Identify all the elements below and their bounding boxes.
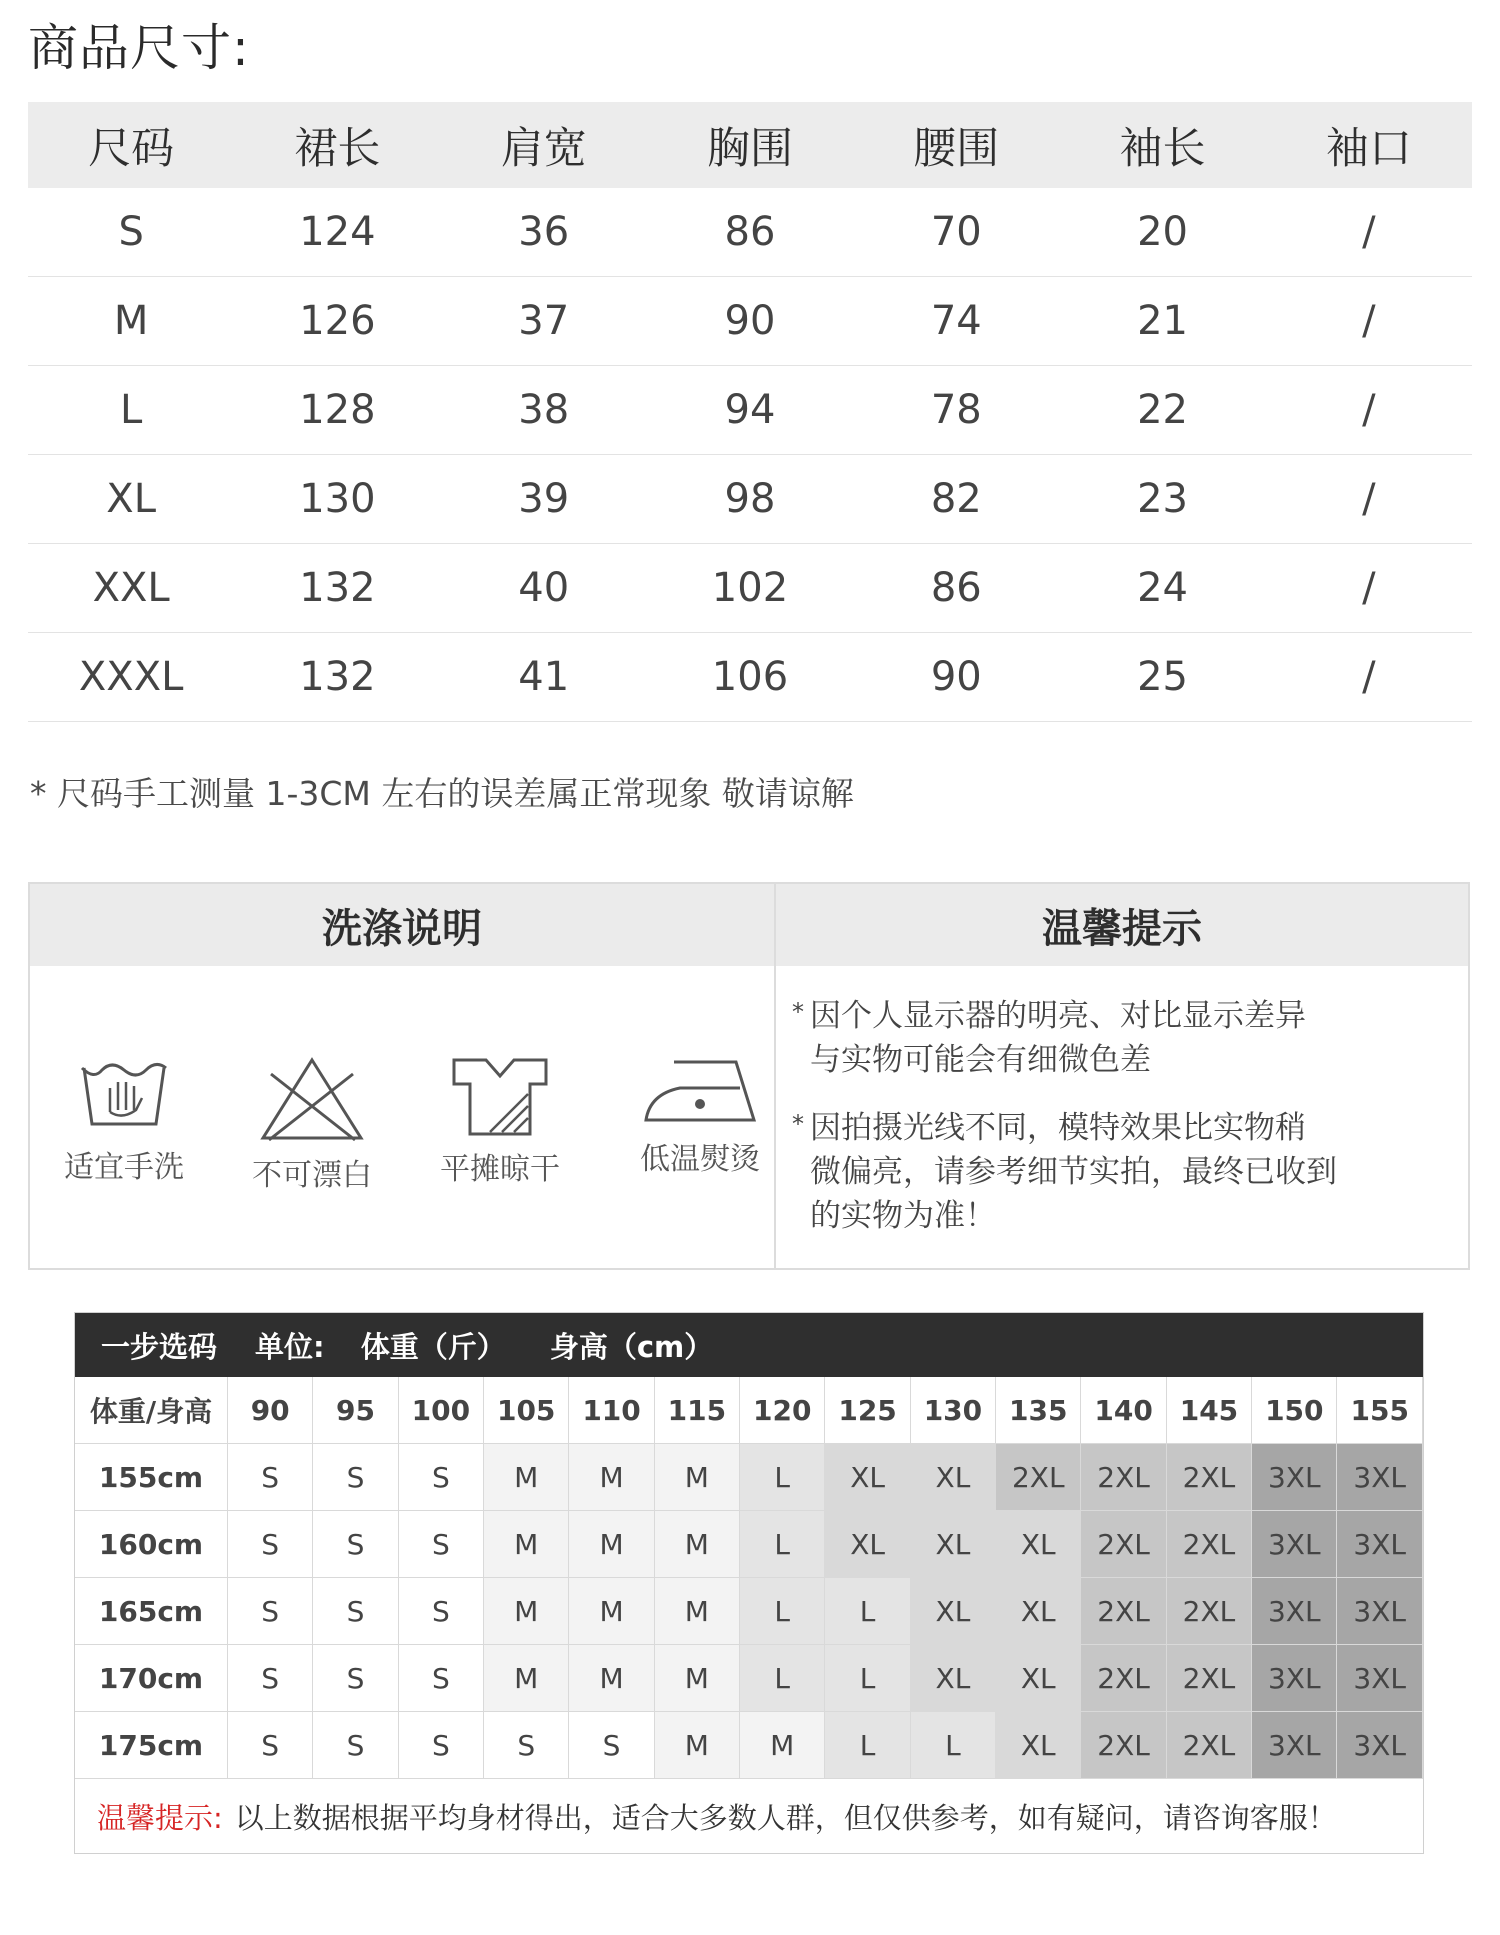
care-item-low-iron xyxy=(620,1054,780,1178)
size-recommendation-cell: XL xyxy=(996,1712,1081,1779)
size-table-header-row xyxy=(28,102,1472,188)
size-recommendation-cell: 3XL xyxy=(1337,1444,1423,1511)
size-value-cell: 37 xyxy=(441,277,647,366)
size-recommendation-cell: XL xyxy=(996,1578,1081,1645)
size-label-cell: M xyxy=(28,277,234,366)
size-value-cell: 130 xyxy=(234,455,440,544)
size-recommendation-cell: M xyxy=(569,1444,654,1511)
tip-line: 因个人显示器的明亮、对比显示差异 xyxy=(810,998,1306,1034)
size-recommendation-cell: 2XL xyxy=(1166,1645,1251,1712)
size-recommendation-cell: L xyxy=(740,1511,825,1578)
weight-header-cell: 135 xyxy=(996,1377,1081,1444)
size-value-cell: 39 xyxy=(441,455,647,544)
page-title: 商品尺寸: xyxy=(28,19,250,77)
care-label: 不可漂白 xyxy=(252,1158,372,1193)
weight-header-cell: 110 xyxy=(569,1377,654,1444)
size-value-cell: 124 xyxy=(234,188,440,277)
size-recommendation-cell: M xyxy=(484,1578,569,1645)
size-recommendation-cell: S xyxy=(398,1712,483,1779)
tip-line: 微偏亮，请参考细节实拍，最终已收到 xyxy=(810,1154,1337,1190)
unit-info xyxy=(255,1325,713,1366)
tip-star: * xyxy=(792,1110,804,1138)
size-header-cell: 腰围 xyxy=(853,102,1059,188)
size-recommendation-cell: 2XL xyxy=(1081,1578,1166,1645)
measurement-note: * 尺码手工测量 1-3CM 左右的误差属正常现象 敬请谅解 xyxy=(30,774,854,813)
size-recommendation-cell: S xyxy=(569,1712,654,1779)
care-label: 低温熨烫 xyxy=(640,1142,760,1177)
size-recommendation-cell: XL xyxy=(910,1645,995,1712)
care-title: 洗涤说明 xyxy=(30,884,774,966)
quick-select-header xyxy=(75,1313,1423,1377)
size-recommendation-cell: M xyxy=(654,1444,739,1511)
size-value-cell: 94 xyxy=(647,366,853,455)
size-value-cell: 102 xyxy=(647,544,853,633)
size-recommendation-cell: M xyxy=(484,1444,569,1511)
height-label-cell: 160cm xyxy=(75,1511,228,1578)
care-panel xyxy=(28,882,1470,1270)
size-value-cell: 25 xyxy=(1059,633,1265,722)
size-header-cell: 裙长 xyxy=(234,102,440,188)
size-recommendation-cell: 2XL xyxy=(1081,1511,1166,1578)
height-label-cell: 175cm xyxy=(75,1712,228,1779)
size-value-cell: 24 xyxy=(1059,544,1265,633)
size-header-cell: 胸围 xyxy=(647,102,853,188)
quick-size-selector xyxy=(74,1312,1424,1854)
height-unit-label: 身高（cm） xyxy=(549,1329,714,1364)
tips-title: 温馨提示 xyxy=(776,884,1468,966)
quick-select-footer xyxy=(75,1779,1423,1853)
size-recommendation-cell: S xyxy=(398,1645,483,1712)
no-bleach-icon xyxy=(257,1054,367,1144)
size-header-cell: 袖口 xyxy=(1266,102,1472,188)
size-recommendation-cell: 3XL xyxy=(1337,1712,1423,1779)
weight-header-cell: 145 xyxy=(1166,1377,1251,1444)
size-recommendation-cell: S xyxy=(313,1444,398,1511)
size-value-cell: / xyxy=(1266,455,1472,544)
weight-header-cell: 150 xyxy=(1252,1377,1337,1444)
size-header-cell: 肩宽 xyxy=(441,102,647,188)
size-recommendation-cell: 2XL xyxy=(1081,1444,1166,1511)
size-recommendation-cell: M xyxy=(654,1645,739,1712)
size-recommendation-cell: 2XL xyxy=(1166,1444,1251,1511)
size-value-cell: 40 xyxy=(441,544,647,633)
size-value-cell: 22 xyxy=(1059,366,1265,455)
care-label: 适宜手洗 xyxy=(64,1150,184,1185)
weight-header-cell: 90 xyxy=(228,1377,313,1444)
size-label-cell: S xyxy=(28,188,234,277)
size-value-cell: / xyxy=(1266,277,1472,366)
weight-header-cell: 105 xyxy=(484,1377,569,1444)
weight-header-cell: 140 xyxy=(1081,1377,1166,1444)
size-value-cell: 78 xyxy=(853,366,1059,455)
footer-tip-label: 温馨提示: xyxy=(97,1800,223,1835)
size-recommendation-cell: L xyxy=(825,1645,910,1712)
size-recommendation-cell: S xyxy=(228,1712,313,1779)
size-value-cell: 90 xyxy=(647,277,853,366)
size-value-cell: 70 xyxy=(853,188,1059,277)
size-recommendation-cell: L xyxy=(740,1578,825,1645)
size-recommendation-cell: 2XL xyxy=(1166,1712,1251,1779)
size-recommendation-cell: XL xyxy=(996,1511,1081,1578)
size-value-cell: 21 xyxy=(1059,277,1265,366)
care-label: 平摊晾干 xyxy=(440,1152,560,1187)
height-label-cell: 165cm xyxy=(75,1578,228,1645)
size-recommendation-cell: S xyxy=(398,1578,483,1645)
size-label-cell: L xyxy=(28,366,234,455)
size-recommendation-cell: 3XL xyxy=(1252,1578,1337,1645)
corner-label: 体重/身高 xyxy=(75,1377,228,1444)
size-table-row xyxy=(28,455,1472,544)
care-item-dry-flat xyxy=(420,1054,580,1188)
size-table-row xyxy=(28,277,1472,366)
size-value-cell: 90 xyxy=(853,633,1059,722)
weight-header-cell: 155 xyxy=(1337,1377,1423,1444)
size-value-cell: 86 xyxy=(647,188,853,277)
size-recommendation-cell: 2XL xyxy=(1081,1712,1166,1779)
size-recommendation-cell: S xyxy=(313,1511,398,1578)
size-recommendation-cell: XL xyxy=(825,1511,910,1578)
size-value-cell: 82 xyxy=(853,455,1059,544)
size-recommendation-cell: M xyxy=(654,1511,739,1578)
tip-line: 与实物可能会有细微色差 xyxy=(810,1042,1151,1078)
weight-header-cell: 115 xyxy=(654,1377,739,1444)
size-value-cell: 98 xyxy=(647,455,853,544)
size-label-cell: XXL xyxy=(28,544,234,633)
quick-size-grid xyxy=(75,1377,1423,1779)
size-recommendation-cell: S xyxy=(228,1645,313,1712)
size-recommendation-cell: XL xyxy=(910,1444,995,1511)
height-row xyxy=(75,1578,1423,1645)
weight-header-cell: 125 xyxy=(825,1377,910,1444)
size-header-cell: 尺码 xyxy=(28,102,234,188)
size-value-cell: 36 xyxy=(441,188,647,277)
size-value-cell: / xyxy=(1266,544,1472,633)
size-recommendation-cell: S xyxy=(228,1511,313,1578)
care-item-hand-wash xyxy=(44,1054,204,1186)
size-recommendation-cell: 3XL xyxy=(1252,1645,1337,1712)
size-recommendation-cell: XL xyxy=(825,1444,910,1511)
size-recommendation-cell: M xyxy=(569,1511,654,1578)
size-value-cell: / xyxy=(1266,366,1472,455)
size-recommendation-cell: L xyxy=(910,1712,995,1779)
size-table-row xyxy=(28,366,1472,455)
footer-tip-text: 以上数据根据平均身材得出，适合大多数人群，但仅供参考，如有疑问，请咨询客服！ xyxy=(234,1800,1337,1835)
size-label-cell: XXXL xyxy=(28,633,234,722)
size-value-cell: / xyxy=(1266,633,1472,722)
size-recommendation-cell: S xyxy=(398,1511,483,1578)
height-row xyxy=(75,1511,1423,1578)
size-recommendation-cell: 3XL xyxy=(1252,1444,1337,1511)
size-table-row xyxy=(28,544,1472,633)
size-header-cell: 袖长 xyxy=(1059,102,1265,188)
unit-label: 单位: xyxy=(255,1329,325,1364)
size-value-cell: 20 xyxy=(1059,188,1265,277)
weight-header-cell: 100 xyxy=(398,1377,483,1444)
size-value-cell: 128 xyxy=(234,366,440,455)
size-recommendation-cell: M xyxy=(569,1578,654,1645)
size-recommendation-cell: 3XL xyxy=(1337,1645,1423,1712)
size-recommendation-cell: M xyxy=(654,1712,739,1779)
size-recommendation-cell: M xyxy=(484,1511,569,1578)
weight-unit-label: 体重（斤） xyxy=(360,1329,506,1364)
size-recommendation-cell: M xyxy=(484,1645,569,1712)
size-value-cell: 132 xyxy=(234,544,440,633)
size-value-cell: / xyxy=(1266,188,1472,277)
size-label-cell: XL xyxy=(28,455,234,544)
quick-select-title: 一步选码 xyxy=(101,1329,218,1364)
size-recommendation-cell: S xyxy=(313,1712,398,1779)
size-recommendation-cell: M xyxy=(569,1645,654,1712)
size-value-cell: 23 xyxy=(1059,455,1265,544)
size-recommendation-cell: XL xyxy=(910,1578,995,1645)
tip-item-1 xyxy=(792,994,1430,1082)
size-recommendation-cell: 3XL xyxy=(1252,1712,1337,1779)
size-value-cell: 41 xyxy=(441,633,647,722)
size-recommendation-cell: S xyxy=(484,1712,569,1779)
size-recommendation-cell: S xyxy=(313,1578,398,1645)
tip-line: 因拍摄光线不同，模特效果比实物稍 xyxy=(810,1110,1306,1146)
size-value-cell: 86 xyxy=(853,544,1059,633)
size-recommendation-cell: 3XL xyxy=(1252,1511,1337,1578)
size-table-row xyxy=(28,633,1472,722)
size-table-row xyxy=(28,188,1472,277)
size-value-cell: 132 xyxy=(234,633,440,722)
size-recommendation-cell: 3XL xyxy=(1337,1511,1423,1578)
size-recommendation-cell: L xyxy=(740,1645,825,1712)
weight-header-cell: 130 xyxy=(910,1377,995,1444)
size-recommendation-cell: S xyxy=(313,1645,398,1712)
size-value-cell: 126 xyxy=(234,277,440,366)
weight-header-cell: 120 xyxy=(740,1377,825,1444)
size-recommendation-cell: L xyxy=(825,1712,910,1779)
dry-flat-icon xyxy=(450,1054,550,1138)
size-recommendation-cell: 2XL xyxy=(1166,1578,1251,1645)
size-recommendation-cell: M xyxy=(654,1578,739,1645)
size-recommendation-cell: S xyxy=(228,1578,313,1645)
weight-header-row xyxy=(75,1377,1423,1444)
height-row xyxy=(75,1444,1423,1511)
size-recommendation-cell: L xyxy=(825,1578,910,1645)
size-value-cell: 106 xyxy=(647,633,853,722)
size-table xyxy=(28,102,1472,722)
tip-line: 的实物为准！ xyxy=(810,1198,996,1234)
care-item-no-bleach xyxy=(232,1054,392,1194)
hand-wash-icon xyxy=(76,1054,172,1136)
size-recommendation-cell: 2XL xyxy=(1166,1511,1251,1578)
size-value-cell: 74 xyxy=(853,277,1059,366)
height-label-cell: 170cm xyxy=(75,1645,228,1712)
size-recommendation-cell: M xyxy=(740,1712,825,1779)
height-label-cell: 155cm xyxy=(75,1444,228,1511)
size-recommendation-cell: XL xyxy=(996,1645,1081,1712)
size-recommendation-cell: XL xyxy=(910,1511,995,1578)
size-recommendation-cell: 2XL xyxy=(1081,1645,1166,1712)
size-recommendation-cell: 3XL xyxy=(1337,1578,1423,1645)
size-recommendation-cell: L xyxy=(740,1444,825,1511)
tip-item-2 xyxy=(792,1106,1430,1238)
size-recommendation-cell: S xyxy=(228,1444,313,1511)
size-value-cell: 38 xyxy=(441,366,647,455)
height-row xyxy=(75,1645,1423,1712)
weight-header-cell: 95 xyxy=(313,1377,398,1444)
height-row xyxy=(75,1712,1423,1779)
size-recommendation-cell: S xyxy=(398,1444,483,1511)
tip-star: * xyxy=(792,998,804,1026)
size-recommendation-cell: 2XL xyxy=(996,1444,1081,1511)
low-iron-icon xyxy=(640,1054,760,1128)
